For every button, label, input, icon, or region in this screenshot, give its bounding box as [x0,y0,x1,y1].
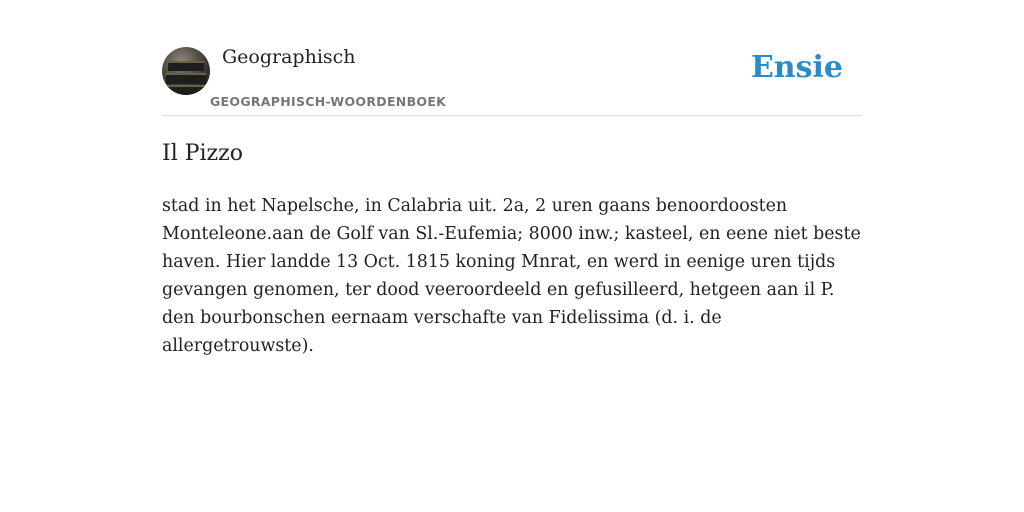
entry-body: stad in het Napelsche, in Calabria uit. 2a, 2 uren gaans benoordoosten Monteleone.aan de Golf van Sl.-Eufemia; 8000 inw.; kasteel, en eene niet beste haven. Hier landde 13 Oct. 1815 koning Mnrat, en werd in eenige uren tijds gevangen genomen, ter dood veeroordeeld en gefusilleerd, hetgeen aan il P. den bourbonschen eernaam verschafte van Fidelissima (d. i. de allergetrouwste). [162,196,861,356]
source-avatar[interactable] [162,47,210,95]
source-subtitle[interactable]: GEOGRAPHISCH-WOORDENBOEK [210,94,447,109]
book-image-part [167,85,205,95]
source-header [162,0,862,116]
entry-title: Il Pizzo [162,141,243,166]
book-image-part [168,61,204,71]
page-container [162,0,862,356]
book-image-part [166,73,206,84]
source-title[interactable]: Geographisch [222,46,356,68]
brand-logo-link[interactable]: Ensie [750,50,843,85]
